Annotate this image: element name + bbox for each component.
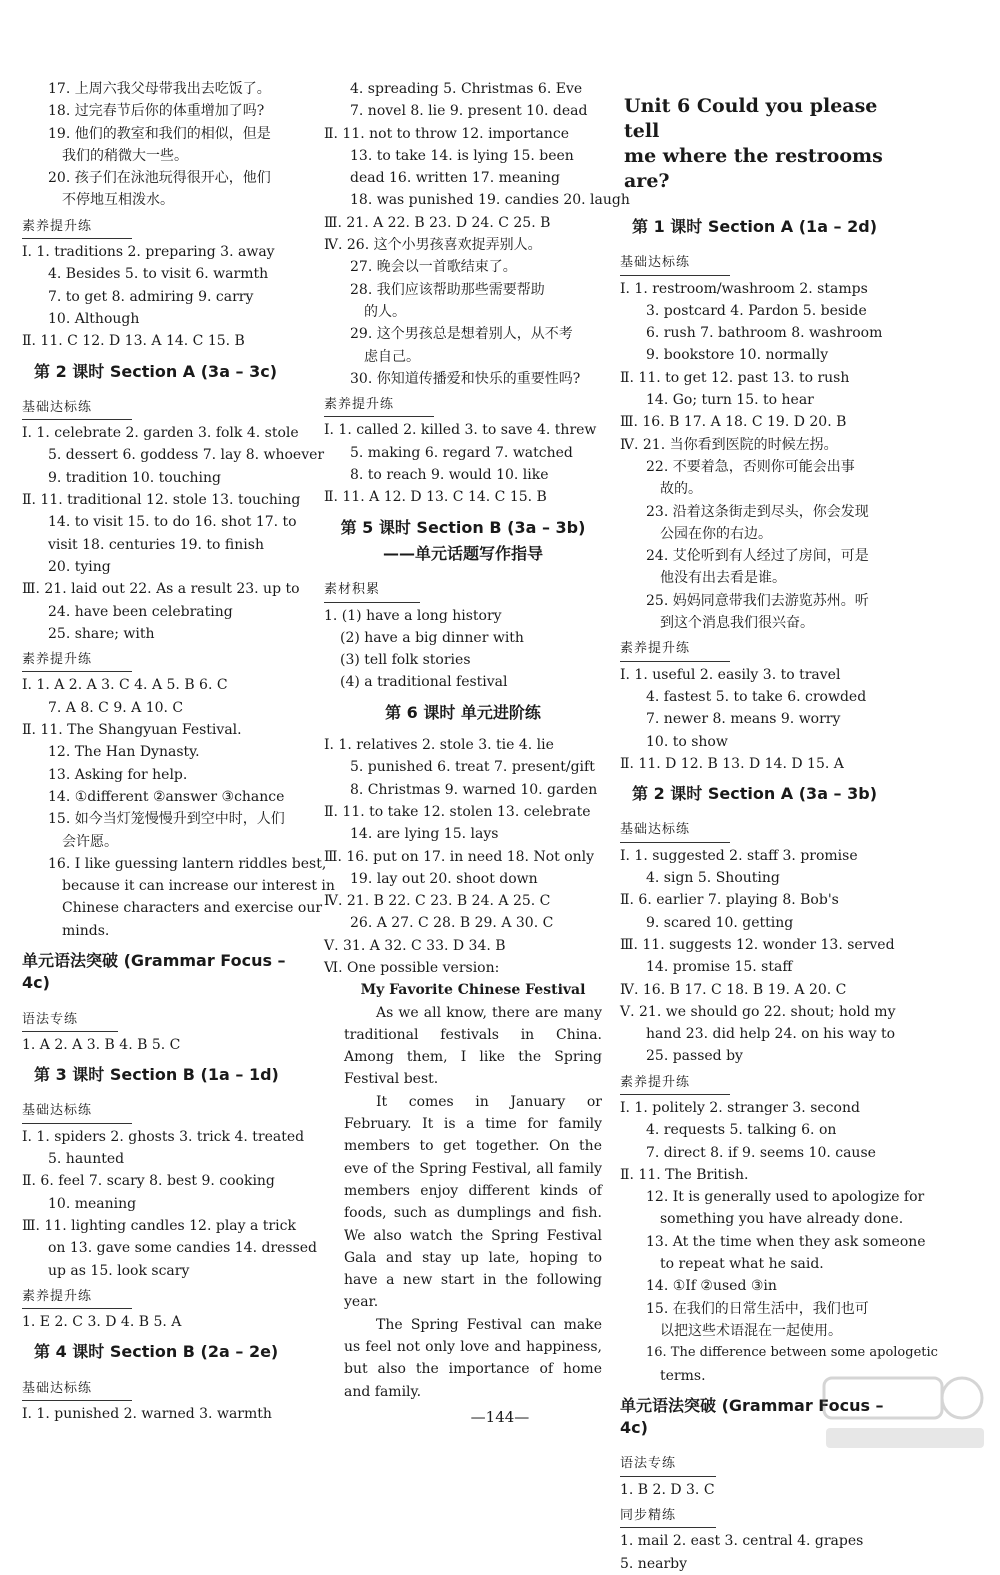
lesson-heading: 第 2 课时 Section A (3a – 3b) <box>632 784 878 804</box>
section-label: 素养提升练 <box>22 1286 132 1309</box>
answer-line: 公园在你的右边。 <box>660 525 772 542</box>
answer-line: 24. have been celebrating <box>48 603 233 620</box>
section-label: 同步精练 <box>620 1505 716 1528</box>
answer-line: Ⅰ. 1. traditions 2. preparing 3. away <box>22 244 275 261</box>
answer-line: 7. newer 8. means 9. worry <box>646 711 841 728</box>
answer-line: Ⅴ. 31. A 32. C 33. D 34. B <box>324 937 506 954</box>
section-label: 语法专练 <box>22 1009 118 1032</box>
answer-line: 3. postcard 4. Pardon 5. beside <box>646 302 867 319</box>
section-label: 基础达标练 <box>22 397 132 420</box>
answer-line: 5. punished 6. treat 7. present/gift <box>350 759 595 776</box>
answer-line: Ⅱ. 11. D 12. B 13. D 14. D 15. A <box>620 755 844 772</box>
answer-line: 27. 晚会以一首歌结束了。 <box>350 259 517 276</box>
answer-line: 30. 你知道传播爱和快乐的重要性吗? <box>350 370 581 387</box>
grammar-heading: 单元语法突破 (Grammar Focus – 4c) <box>22 950 286 993</box>
section-label: 素养提升练 <box>620 638 730 661</box>
answer-line: 13. At the time when they ask someone <box>646 1233 926 1250</box>
answer-line: Ⅱ. 11. to take 12. stolen 13. celebrate <box>324 803 591 820</box>
answer-line: 25. 妈妈同意带我们去游览苏州。听 <box>646 592 869 609</box>
answer-line: on 13. gave some candies 14. dressed <box>48 1240 318 1257</box>
answer-line: 14. ①If ②used ③in <box>646 1278 777 1295</box>
section-label: 素养提升练 <box>22 216 132 239</box>
answer-line: Ⅰ. 1. suggested 2. staff 3. promise <box>620 847 858 864</box>
unit-title-line: Unit 6 Could you please tell <box>624 95 878 142</box>
answer-line: 1. mail 2. east 3. central 4. grapes <box>620 1533 864 1550</box>
answer-line: 19. lay out 20. shoot down <box>350 870 538 887</box>
answer-line: Chinese characters and exercise our <box>62 900 323 917</box>
answer-line: Ⅱ. 11. traditional 12. stole 13. touching <box>22 492 301 509</box>
essay-paragraph: It comes in January or February. It is a time for family members to get together. On the eve of the Spring Festival, all family members enjoy different kinds of foods, such as dumplings and fish. We also watch the Spring Festival Gala and stay up late, hoping to have a new start in the following year. <box>344 1093 602 1311</box>
answer-line: 5. nearby <box>620 1555 688 1572</box>
answer-line: 15. 在我们的日常生活中，我们也可 <box>646 1300 869 1317</box>
watermark-logo <box>820 1372 990 1452</box>
answer-line: Ⅱ. 11. to get 12. past 13. to rush <box>620 369 850 386</box>
answer-line: Ⅰ. 1. A 2. A 3. C 4. A 5. B 6. C <box>22 677 228 694</box>
answer-line: (4) a traditional festival <box>340 674 508 691</box>
answer-line: Ⅰ. 1. called 2. killed 3. to save 4. threw <box>324 422 597 439</box>
answer-line: 19. 他们的教室和我们的相似，但是 <box>48 125 271 142</box>
answer-line: Ⅰ. 1. politely 2. stranger 3. second <box>620 1099 860 1116</box>
answer-line: 12. It is generally used to apologize for <box>646 1189 925 1206</box>
unit-title <box>624 94 900 194</box>
section-label: 基础达标练 <box>22 1100 132 1123</box>
answer-line: something you have already done. <box>660 1211 904 1228</box>
lesson-heading: 第 5 课时 Section B (3a – 3b) <box>340 517 586 537</box>
section-label: 素养提升练 <box>324 394 434 417</box>
answer-line: 1. E 2. C 3. D 4. B 5. A <box>22 1314 182 1331</box>
answer-line: Ⅱ. 6. feel 7. scary 8. best 9. cooking <box>22 1173 275 1190</box>
answer-line: (3) tell folk stories <box>340 652 471 669</box>
column-middle <box>324 78 630 1403</box>
answer-line: 7. direct 8. if 9. seems 10. cause <box>646 1144 876 1161</box>
essay-body <box>324 1002 602 1403</box>
answer-line: Ⅱ. 6. earlier 7. playing 8. Bob's <box>620 892 839 909</box>
unit-title-line: me where the restrooms are? <box>624 145 883 192</box>
answer-line: visit 18. centuries 19. to finish <box>48 536 264 553</box>
answer-line: 16. I like guessing lantern riddles best, <box>48 855 327 872</box>
essay-paragraph: The Spring Festival can make us feel not only love and happiness, but also the importance of home and family. <box>344 1316 602 1400</box>
answer-line: 23. 沿着这条街走到尽头，你会发现 <box>646 503 869 520</box>
answer-line: Ⅳ. 21. B 22. C 23. B 24. A 25. C <box>324 893 551 910</box>
answer-line: 18. 过完春节后你的体重增加了吗? <box>48 103 265 120</box>
answer-line: 9. tradition 10. touching <box>48 469 222 486</box>
lesson-heading: 第 1 课时 Section A (1a – 2d) <box>632 217 878 236</box>
answer-line: Ⅲ. 16. B 17. A 18. C 19. D 20. B <box>620 414 847 431</box>
answer-line: Ⅵ. One possible version: <box>324 959 500 976</box>
answer-line: Ⅲ. 16. put on 17. in need 18. Not only <box>324 848 595 865</box>
answer-line: 1. A 2. A 3. B 4. B 5. C <box>22 1036 181 1053</box>
column-left <box>22 78 335 1425</box>
answer-line: 9. scared 10. getting <box>646 914 794 931</box>
answer-line: Ⅱ. 11. The Shangyuan Festival. <box>22 722 242 739</box>
answer-line: Ⅴ. 21. we should go 22. shout; hold my <box>620 1003 896 1020</box>
page-number: —144— <box>470 1408 530 1426</box>
answer-line: (2) have a big dinner with <box>340 629 524 646</box>
answer-line: 10. meaning <box>48 1195 137 1212</box>
answer-line: Ⅰ. 1. relatives 2. stole 3. tie 4. lie <box>324 737 554 754</box>
section-label: 素养提升练 <box>620 1072 730 1095</box>
answer-line: 5. making 6. regard 7. watched <box>350 444 573 461</box>
section-label: 语法专练 <box>620 1453 716 1476</box>
answer-line: 28. 我们应该帮助那些需要帮助 <box>350 281 545 298</box>
answer-line: Ⅳ. 16. B 17. C 18. B 19. A 20. C <box>620 981 847 998</box>
answer-line: 以把这些术语混在一起使用。 <box>660 1322 842 1339</box>
answer-line: 6. rush 7. bathroom 8. washroom <box>646 325 883 342</box>
answer-line: Ⅱ. 11. C 12. D 13. A 14. C 15. B <box>22 333 245 350</box>
answer-line: 14. promise 15. staff <box>646 959 793 976</box>
answer-line: 26. A 27. C 28. B 29. A 30. C <box>350 915 554 932</box>
answer-line: up as 15. look scary <box>48 1262 190 1279</box>
answer-line: 17. 上周六我父母带我出去吃饭了。 <box>48 81 271 97</box>
lesson-heading: 第 3 课时 Section B (1a – 1d) <box>34 1065 279 1085</box>
answer-line: Ⅲ. 11. lighting candles 12. play a trick <box>22 1217 296 1234</box>
answer-line: Ⅱ. 11. A 12. D 13. C 14. C 15. B <box>324 489 547 506</box>
answer-line: Ⅰ. 1. punished 2. warned 3. warmth <box>22 1406 272 1423</box>
grammar-heading: 单元语法突破 (Grammar Focus – 4c) <box>620 1395 884 1438</box>
answer-line: 7. novel 8. lie 9. present 10. dead <box>350 103 588 120</box>
answer-line: 9. bookstore 10. normally <box>646 347 829 364</box>
section-label: 素养提升练 <box>22 649 132 672</box>
answer-line: 14. Go; turn 15. to hear <box>646 392 814 409</box>
answer-line: terms. <box>660 1367 706 1384</box>
answer-line: 14. are lying 15. lays <box>350 826 499 843</box>
answer-line: Ⅰ. 1. useful 2. easily 3. to travel <box>620 666 841 683</box>
answer-line: 15. 如今当灯笼慢慢升到空中时，人们 <box>48 811 285 828</box>
answer-line: 4. sign 5. Shouting <box>646 870 780 887</box>
lesson-subheading: ——单元话题写作指导 <box>382 543 543 563</box>
section-label: 基础达标练 <box>620 819 730 842</box>
answer-line: 到这个消息我们很兴奋。 <box>660 615 814 632</box>
answer-line: 25. passed by <box>646 1048 743 1065</box>
answer-line: 4. fastest 5. to take 6. crowded <box>646 688 867 705</box>
answer-line: 8. to reach 9. would 10. like <box>350 467 549 484</box>
answer-line: 故的。 <box>660 481 702 498</box>
answer-line: Ⅲ. 21. laid out 22. As a result 23. up to <box>22 581 300 598</box>
section-label: 素材积累 <box>324 579 420 602</box>
answer-line: 14. ①different ②answer ③chance <box>48 788 285 805</box>
column-right <box>620 78 938 1575</box>
answer-line: 的人。 <box>364 303 406 320</box>
answer-line: 10. to show <box>646 733 728 750</box>
answer-line: 13. to take 14. is lying 15. been <box>350 147 574 164</box>
answer-line: 8. Christmas 9. warned 10. garden <box>350 781 598 798</box>
answer-line: 7. to get 8. admiring 9. carry <box>48 288 254 305</box>
essay-paragraph: As we all know, there are many traditional festivals in China. Among them, I like the Spring Festival best. <box>344 1004 602 1088</box>
answer-line: 虑自己。 <box>364 348 420 365</box>
answer-line: 20. 孩子们在泳池玩得很开心，他们 <box>48 170 271 187</box>
answer-line: minds. <box>62 922 110 939</box>
answer-line: 12. The Han Dynasty. <box>48 744 200 761</box>
answer-line: 他没有出去看是谁。 <box>660 570 786 587</box>
lesson-heading: 第 4 课时 Section B (2a – 2e) <box>34 1342 279 1362</box>
answer-line: 我们的稍微大一些。 <box>62 147 188 164</box>
answer-line: hand 23. did help 24. on his way to <box>646 1026 896 1043</box>
answer-line: Ⅱ. 11. not to throw 12. importance <box>324 125 570 142</box>
answer-line: Ⅲ. 11. suggests 12. wonder 13. served <box>620 936 895 953</box>
answer-line: Ⅰ. 1. spiders 2. ghosts 3. trick 4. treated <box>22 1128 305 1145</box>
answer-line: 29. 这个男孩总是想着别人，从不考 <box>350 326 573 343</box>
essay-title: My Favorite Chinese Festival <box>360 982 586 999</box>
section-label: 基础达标练 <box>620 252 730 275</box>
answer-line: 13. Asking for help. <box>48 766 188 783</box>
answer-line: 4. spreading 5. Christmas 6. Eve <box>350 81 583 97</box>
answer-line: 18. was punished 19. candies 20. laugh <box>350 192 630 209</box>
answer-line: dead 16. written 17. meaning <box>350 170 560 187</box>
answer-line: Ⅳ. 21. 当你看到医院的时候左拐。 <box>620 436 838 453</box>
answer-line: 14. to visit 15. to do 16. shot 17. to <box>48 514 297 531</box>
answer-line: 10. Although <box>48 310 140 327</box>
answer-line: 24. 艾伦听到有人经过了房间，可是 <box>646 548 869 565</box>
answer-line: Ⅳ. 26. 这个小男孩喜欢捉弄别人。 <box>324 237 542 254</box>
answer-line: 4. requests 5. talking 6. on <box>646 1122 837 1139</box>
answer-line: Ⅱ. 11. The British. <box>620 1166 749 1183</box>
answer-line: 不停地互相泼水。 <box>62 192 174 209</box>
answer-line: 16. The difference between some apologetic <box>646 1345 938 1361</box>
answer-line: 7. A 8. C 9. A 10. C <box>48 699 184 716</box>
answer-line: 25. share; with <box>48 625 155 642</box>
answer-line: 22. 不要着急，否则你可能会出事 <box>646 458 855 475</box>
answer-line: Ⅰ. 1. restroom/washroom 2. stamps <box>620 280 868 297</box>
answer-line: 会许愿。 <box>62 833 118 850</box>
answer-line: 1. (1) have a long history <box>324 607 502 624</box>
answer-line: 4. Besides 5. to visit 6. warmth <box>48 266 269 283</box>
answer-line: because it can increase our interest in <box>62 878 335 895</box>
lesson-heading: 第 6 课时 单元进阶练 <box>385 702 541 722</box>
answer-line: 1. B 2. D 3. C <box>620 1481 715 1498</box>
answer-line: 5. haunted <box>48 1151 125 1168</box>
answer-line: 5. dessert 6. goddess 7. lay 8. whoever <box>48 447 325 464</box>
answer-line: Ⅰ. 1. celebrate 2. garden 3. folk 4. stole <box>22 425 299 442</box>
answer-line: 20. tying <box>48 558 111 575</box>
answer-line: Ⅲ. 21. A 22. B 23. D 24. C 25. B <box>324 214 551 231</box>
answer-line: to repeat what he said. <box>660 1256 824 1273</box>
section-label: 基础达标练 <box>22 1378 132 1401</box>
lesson-heading: 第 2 课时 Section A (3a – 3c) <box>34 361 278 381</box>
